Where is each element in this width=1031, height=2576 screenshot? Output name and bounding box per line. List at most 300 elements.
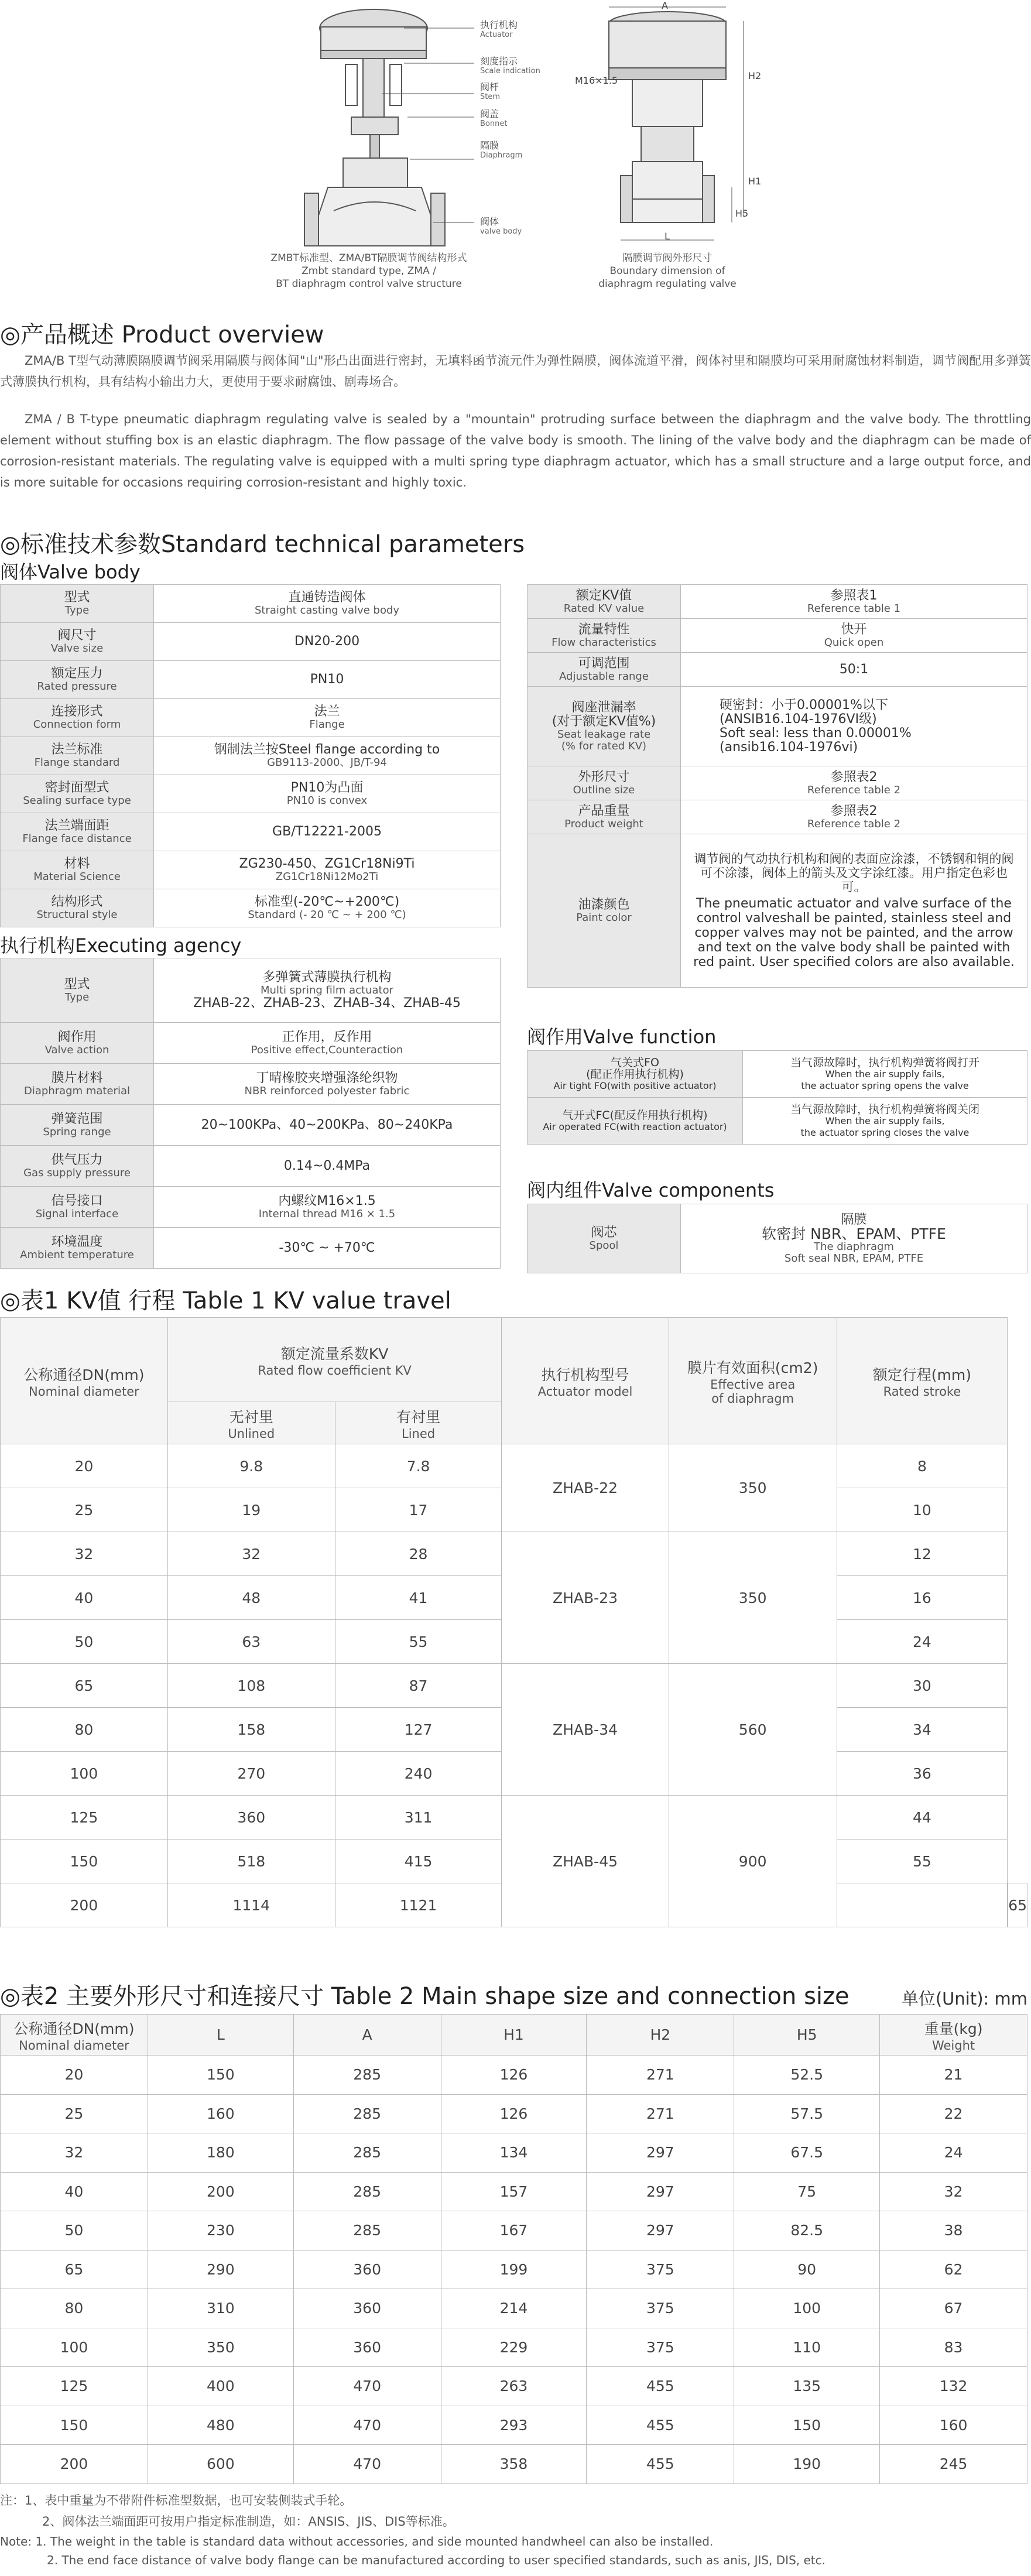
size-row bbox=[1, 2367, 1027, 2406]
size-cell: 350 bbox=[148, 2328, 293, 2367]
kv-head-stroke: 额定行程(mm) Rated stroke bbox=[837, 1318, 1008, 1444]
parameter-row bbox=[528, 585, 1027, 619]
part-scale-label: 刻度指示 Scale indication bbox=[480, 56, 540, 76]
size-cell: 100 bbox=[734, 2289, 880, 2328]
size-cell: 375 bbox=[587, 2250, 734, 2289]
kv-stroke: 16 bbox=[837, 1576, 1008, 1620]
parameter-key-zh: 阀座泄漏率 (对于额定KV值%) bbox=[552, 700, 656, 729]
agency-key-zh: 阀作用 bbox=[57, 1029, 97, 1044]
kv-dn: 100 bbox=[1, 1752, 168, 1796]
note-zh-1: 注：1、表中重量为不带附件标准型数据，也可安装侧装式手轮。 bbox=[0, 2493, 352, 2508]
kv-unlined: 108 bbox=[167, 1664, 335, 1708]
size-cell: 65 bbox=[1, 2250, 148, 2289]
parameter-key-en: Adjustable range bbox=[559, 670, 649, 683]
size-cell: 32 bbox=[880, 2172, 1027, 2211]
valve-body-value-v1: ZG230-450、ZG1Cr18Ni9Ti bbox=[239, 857, 415, 871]
agency-value-v1: 20~100KPa、40~200KPa、80~240KPa bbox=[201, 1117, 453, 1132]
agency-row bbox=[1, 1023, 501, 1064]
valve-body-key bbox=[1, 775, 154, 813]
size-cell: 200 bbox=[1, 2445, 148, 2484]
agency-key-en: Valve action bbox=[44, 1043, 109, 1056]
valve-body-key-zh: 阀尺寸 bbox=[57, 628, 97, 643]
parameter-key bbox=[528, 687, 681, 766]
overview-zh: ZMA/B T型气动薄膜隔膜调节阀采用隔膜与阀体间"山"形凸出面进行密封，无填料函节流元件为弹性隔膜，阀体流道平滑，阀体衬里和隔膜均可采用耐腐蚀材料制造，调节阀配用多弹簧式薄膜执行机构，具有结构小输出力大，更使用于要求耐腐蚀、剧毒场合。 bbox=[0, 354, 1031, 389]
valve-body-key-en: Structural style bbox=[36, 909, 118, 921]
size-head-zh: 重量(kg) bbox=[924, 2020, 983, 2037]
size-cell: 22 bbox=[880, 2094, 1027, 2133]
boundary-drawing bbox=[591, 7, 744, 240]
parameter-key bbox=[528, 766, 681, 800]
size-cell: 90 bbox=[734, 2250, 880, 2289]
kv-lined: 127 bbox=[335, 1708, 502, 1752]
right-figure-caption: 隔膜调节阀外形尺寸 Boundary dimension of diaphragm regulating valve bbox=[598, 252, 737, 290]
agency-key bbox=[1, 1023, 154, 1064]
size-cell: 52.5 bbox=[734, 2056, 880, 2095]
kv-actuator-model-empty bbox=[837, 1883, 1008, 1927]
kv-head-kv: 额定流量系数KV Rated flow coefficient KV bbox=[167, 1318, 502, 1402]
kv-row bbox=[1, 1664, 1027, 1708]
function-value-v3: the actuator spring opens the valve bbox=[801, 1080, 969, 1091]
valve-body-value-v1: GB/T12221-2005 bbox=[272, 824, 382, 839]
paint-color-en-text: The pneumatic actuator and valve surface of the control valveshall be painted, stainless steel and copper valves may not be painted, and the arrow and text on the valve body shall be painted with red paint. User specified colors are also available. bbox=[693, 896, 1015, 970]
kv-lined: 7.8 bbox=[335, 1444, 502, 1488]
agency-key-en: Type bbox=[64, 991, 90, 1003]
valve-body-row bbox=[1, 775, 501, 813]
agency-value-v1: 内螺纹M16×1.5 bbox=[278, 1193, 376, 1208]
parameter-key-zh: 可调范围 bbox=[578, 656, 630, 671]
agency-key-zh: 弹簧范围 bbox=[51, 1111, 103, 1126]
size-cell: 80 bbox=[1, 2289, 148, 2328]
size-head-zh: 公称通径DN(mm) bbox=[13, 2020, 135, 2037]
parameter-row bbox=[528, 653, 1027, 687]
size-cell: 50 bbox=[1, 2211, 148, 2250]
parameter-value bbox=[681, 687, 1027, 766]
size-cell: 110 bbox=[734, 2328, 880, 2367]
size-cell: 21 bbox=[880, 2056, 1027, 2095]
size-cell: 199 bbox=[441, 2250, 587, 2289]
size-cell: 245 bbox=[880, 2445, 1027, 2484]
agency-key-zh: 型式 bbox=[64, 977, 90, 992]
function-row bbox=[528, 1098, 1027, 1145]
agency-value-v2: Multi spring film actuator bbox=[261, 984, 393, 996]
kv-dn: 125 bbox=[1, 1796, 168, 1839]
valve-body-row bbox=[1, 699, 501, 737]
valve-body-key-zh: 结构形式 bbox=[51, 895, 103, 909]
agency-value bbox=[154, 1023, 501, 1064]
valve-body-key-zh: 连接形式 bbox=[51, 704, 103, 719]
agency-value bbox=[154, 1105, 501, 1146]
valve-body-key-en: Flange standard bbox=[34, 756, 120, 769]
parameter-value-v2: Soft seal: less than 0.00001% (ansib16.104-1976vi) bbox=[720, 725, 912, 755]
valve-components-title: 阀内组件Valve components bbox=[527, 1179, 775, 1201]
size-cell: 135 bbox=[734, 2367, 880, 2406]
size-row bbox=[1, 2250, 1027, 2289]
paint-color-value bbox=[681, 834, 1027, 988]
table1-title: ◎表1 KV值 行程 Table 1 KV value travel bbox=[0, 1287, 451, 1314]
valve-body-key bbox=[1, 889, 154, 927]
size-head bbox=[587, 2015, 734, 2056]
size-cell: 190 bbox=[734, 2445, 880, 2484]
parameter-key-en: Product weight bbox=[564, 817, 643, 830]
kv-head-lined: 有衬里 Lined bbox=[335, 1402, 502, 1444]
size-cell: 150 bbox=[734, 2406, 880, 2445]
kv-lined: 87 bbox=[335, 1664, 502, 1708]
kv-actuator-model: ZHAB-34 bbox=[502, 1664, 669, 1796]
parameter-key-zh: 产品重量 bbox=[578, 803, 630, 818]
valve-body-value bbox=[154, 661, 501, 699]
kv-diaphragm-area: 350 bbox=[669, 1444, 837, 1532]
part-actuator-label: 执行机构 Actuator bbox=[480, 19, 518, 39]
table2-title: ◎表2 主要外形尺寸和连接尺寸 Table 2 Main shape size and connection size bbox=[0, 1983, 850, 2010]
size-head-zh: H2 bbox=[650, 2026, 671, 2043]
valve-body-value-v2: Straight casting valve body bbox=[254, 604, 400, 616]
size-cell: 360 bbox=[293, 2250, 441, 2289]
size-cell: 360 bbox=[293, 2289, 441, 2328]
size-cell: 285 bbox=[293, 2172, 441, 2211]
valve-body-value-v2: PN10 is convex bbox=[286, 794, 368, 807]
agency-key-en: Diaphragm material bbox=[24, 1084, 130, 1097]
agency-key bbox=[1, 1187, 154, 1228]
valve-body-key-en: Material Science bbox=[33, 871, 121, 883]
kv-unlined: 9.8 bbox=[167, 1444, 335, 1488]
valve-components-table bbox=[527, 1204, 1027, 1273]
kv-table bbox=[0, 1317, 1027, 1927]
dim-a: A bbox=[662, 0, 668, 11]
size-cell: 290 bbox=[148, 2250, 293, 2289]
kv-lined: 415 bbox=[335, 1839, 502, 1883]
size-cell: 150 bbox=[148, 2056, 293, 2095]
function-key bbox=[528, 1051, 743, 1098]
size-row bbox=[1, 2328, 1027, 2367]
kv-row bbox=[1, 1532, 1027, 1576]
kv-row bbox=[1, 1444, 1027, 1488]
size-cell: 360 bbox=[293, 2328, 441, 2367]
valve-body-key-en: Sealing surface type bbox=[23, 794, 131, 807]
parameter-value-v1: 参照表2 bbox=[830, 769, 878, 785]
executing-agency-table bbox=[0, 958, 501, 1269]
size-cell: 271 bbox=[587, 2094, 734, 2133]
agency-key bbox=[1, 1064, 154, 1105]
parameter-key bbox=[528, 800, 681, 834]
kv-unlined: 32 bbox=[167, 1532, 335, 1576]
size-cell: 62 bbox=[880, 2250, 1027, 2289]
size-cell: 126 bbox=[441, 2056, 587, 2095]
part-bonnet-label: 阀盖 Bonnet bbox=[480, 108, 508, 128]
structure-drawing bbox=[304, 9, 474, 246]
size-cell: 293 bbox=[441, 2406, 587, 2445]
valve-body-key-en: Rated pressure bbox=[37, 680, 117, 693]
size-cell: 200 bbox=[148, 2172, 293, 2211]
kv-lined: 17 bbox=[335, 1488, 502, 1532]
size-cell: 470 bbox=[293, 2406, 441, 2445]
agency-value-v2: Positive effect,Counteraction bbox=[251, 1043, 403, 1056]
function-value-v1: 当气源故障时，执行机构弹簧将阀打开 bbox=[790, 1056, 979, 1069]
kv-dn: 50 bbox=[1, 1620, 168, 1664]
valve-body-value-v2: GB9113-2000、JB/T-94 bbox=[267, 756, 387, 769]
parameter-value bbox=[681, 653, 1027, 687]
components-value: 隔膜 软密封 NBR、EPAM、PTFE The diaphragm Soft seal NBR, EPAM, PTFE bbox=[681, 1204, 1027, 1273]
size-cell: 157 bbox=[441, 2172, 587, 2211]
valve-body-row bbox=[1, 623, 501, 661]
kv-stroke: 8 bbox=[837, 1444, 1008, 1488]
size-head-zh: H5 bbox=[796, 2026, 817, 2043]
valve-body-row bbox=[1, 851, 501, 889]
valve-body-value bbox=[154, 889, 501, 927]
size-row bbox=[1, 2445, 1027, 2484]
valve-function-title: 阀作用Valve function bbox=[527, 1026, 717, 1048]
part-diaphragm-label: 隔膜 Diaphragm bbox=[480, 140, 523, 160]
note-en-1: Note: 1. The weight in the table is standard data without accessories, and side mounted handwheel can also be installed. bbox=[0, 2534, 714, 2548]
parameter-table-right bbox=[527, 584, 1027, 988]
size-table bbox=[0, 2014, 1027, 2484]
function-key-k2: (配正作用执行机构) bbox=[586, 1067, 684, 1081]
size-cell: 214 bbox=[441, 2289, 587, 2328]
valve-body-value-v1: 法兰 bbox=[314, 704, 340, 719]
kv-stroke: 55 bbox=[837, 1839, 1008, 1883]
size-cell: 455 bbox=[587, 2367, 734, 2406]
kv-diaphragm-area: 900 bbox=[669, 1796, 837, 1927]
left-figure-caption: ZMBT标准型、ZMA/BT隔膜调节阀结构形式 Zmbt standard type, ZMA / BT diaphragm control valve structure bbox=[270, 252, 467, 290]
size-cell: 57.5 bbox=[734, 2094, 880, 2133]
kv-head-area: 膜片有效面积(cm2) Effective area of diaphragm bbox=[669, 1318, 837, 1444]
valve-body-value bbox=[154, 851, 501, 889]
agency-value-v1: 正作用，反作用 bbox=[282, 1029, 372, 1044]
valve-body-key bbox=[1, 737, 154, 775]
kv-unlined: 48 bbox=[167, 1576, 335, 1620]
agency-key bbox=[1, 1146, 154, 1187]
valve-body-value-v1: 钢制法兰按Steel flange according to bbox=[214, 742, 440, 757]
kv-dn: 25 bbox=[1, 1488, 168, 1532]
parameter-row bbox=[528, 619, 1027, 653]
size-head bbox=[441, 2015, 587, 2056]
size-cell: 67 bbox=[880, 2289, 1027, 2328]
size-cell: 132 bbox=[880, 2367, 1027, 2406]
kv-unlined: 518 bbox=[167, 1839, 335, 1883]
size-cell: 285 bbox=[293, 2094, 441, 2133]
size-head-zh: L bbox=[216, 2026, 225, 2043]
size-head-zh: A bbox=[362, 2026, 372, 2043]
size-cell: 150 bbox=[1, 2406, 148, 2445]
size-cell: 126 bbox=[441, 2094, 587, 2133]
valve-body-title: 阀体Valve body bbox=[0, 561, 141, 583]
agency-row bbox=[1, 1105, 501, 1146]
size-cell: 297 bbox=[587, 2211, 734, 2250]
size-cell: 470 bbox=[293, 2445, 441, 2484]
agency-key-zh: 供气压力 bbox=[51, 1152, 103, 1167]
size-cell: 400 bbox=[148, 2367, 293, 2406]
size-head-en: Nominal diameter bbox=[19, 2038, 129, 2053]
size-head bbox=[293, 2015, 441, 2056]
size-cell: 180 bbox=[148, 2133, 293, 2173]
kv-lined: 1121 bbox=[335, 1883, 502, 1927]
parameter-row bbox=[528, 800, 1027, 834]
dim-m16: M16×1.5 bbox=[575, 75, 618, 86]
valve-body-value-v1: DN20-200 bbox=[294, 634, 360, 649]
valve-body-key bbox=[1, 851, 154, 889]
size-cell: 263 bbox=[441, 2367, 587, 2406]
agency-key-en: Spring range bbox=[43, 1125, 111, 1138]
function-key-k1: 气关式FO bbox=[611, 1056, 659, 1069]
size-row bbox=[1, 2056, 1027, 2095]
size-cell: 160 bbox=[880, 2406, 1027, 2445]
kv-dn: 200 bbox=[1, 1883, 168, 1927]
kv-dn: 32 bbox=[1, 1532, 168, 1576]
parameter-key-en: Seat leakage rate (% for rated KV) bbox=[557, 728, 651, 752]
agency-key bbox=[1, 1228, 154, 1269]
parameter-key bbox=[528, 653, 681, 687]
parameter-value bbox=[681, 619, 1027, 653]
agency-value-v1: -30℃ ~ +70℃ bbox=[279, 1240, 375, 1255]
size-cell: 83 bbox=[880, 2328, 1027, 2367]
size-cell: 455 bbox=[587, 2445, 734, 2484]
kv-lined: 41 bbox=[335, 1576, 502, 1620]
kv-row bbox=[1, 1796, 1027, 1839]
size-cell: 600 bbox=[148, 2445, 293, 2484]
valve-body-key-en: Flange face distance bbox=[22, 833, 132, 845]
size-cell: 100 bbox=[1, 2328, 148, 2367]
valve-body-row bbox=[1, 661, 501, 699]
agency-value-v2: Internal thread M16 × 1.5 bbox=[258, 1207, 396, 1220]
valve-body-row bbox=[1, 889, 501, 927]
size-cell: 25 bbox=[1, 2094, 148, 2133]
function-key-k1: 气开式FC(配反作用执行机构) bbox=[562, 1108, 708, 1122]
size-cell: 38 bbox=[880, 2211, 1027, 2250]
kv-diaphragm-area: 560 bbox=[669, 1664, 837, 1796]
valve-body-key-zh: 法兰端面距 bbox=[44, 818, 109, 833]
agency-value-v3: ZHAB-22、ZHAB-23、ZHAB-34、ZHAB-45 bbox=[193, 995, 461, 1010]
components-key: 阀芯 Spool bbox=[528, 1204, 681, 1273]
valve-body-key-zh: 型式 bbox=[64, 590, 90, 605]
size-head bbox=[880, 2015, 1027, 2056]
parameter-key bbox=[528, 585, 681, 619]
valve-body-key-zh: 密封面型式 bbox=[44, 780, 109, 795]
parameter-value-v2: Reference table 1 bbox=[807, 602, 901, 615]
agency-value bbox=[154, 1228, 501, 1269]
agency-value bbox=[154, 958, 501, 1023]
function-value bbox=[743, 1098, 1027, 1145]
kv-stroke: 24 bbox=[837, 1620, 1008, 1664]
parameter-value bbox=[681, 800, 1027, 834]
kv-unlined: 360 bbox=[167, 1796, 335, 1839]
part-stem-label: 阀杆 Stem bbox=[480, 81, 501, 101]
kv-stroke: 30 bbox=[837, 1664, 1008, 1708]
function-value-v2: When the air supply fails, bbox=[825, 1115, 945, 1126]
function-key bbox=[528, 1098, 743, 1145]
valve-body-key-zh: 额定压力 bbox=[51, 666, 103, 681]
valve-body-key bbox=[1, 699, 154, 737]
size-row bbox=[1, 2289, 1027, 2328]
parameter-value-v2: Quick open bbox=[824, 636, 884, 649]
size-cell: 24 bbox=[880, 2133, 1027, 2173]
overview-title: ◎产品概述 Product overview bbox=[0, 321, 324, 348]
parameter-key-en: Flow characteristics bbox=[552, 636, 656, 649]
valve-body-key-en: Valve size bbox=[50, 642, 104, 655]
paint-color-zh-text: 调节阀的气动执行机构和阀的表面应涂漆，不锈钢和铜的阀可不涂漆，阀体上的箭头及文字涂红漆。用户指定色彩也可。 bbox=[694, 852, 1014, 894]
size-head-zh: H1 bbox=[503, 2026, 524, 2043]
kv-head-actuator: 执行机构型号 Actuator model bbox=[502, 1318, 669, 1444]
size-cell: 285 bbox=[293, 2211, 441, 2250]
valve-body-value-v2: ZG1Cr18Ni12Mo2Ti bbox=[275, 871, 379, 883]
kv-lined: 55 bbox=[335, 1620, 502, 1664]
valve-body-value-v1: PN10 bbox=[310, 672, 344, 687]
size-cell: 67.5 bbox=[734, 2133, 880, 2173]
size-cell: 271 bbox=[587, 2056, 734, 2095]
agency-value bbox=[154, 1146, 501, 1187]
kv-dn: 40 bbox=[1, 1576, 168, 1620]
agency-value-v2: NBR reinforced polyester fabric bbox=[244, 1084, 410, 1097]
agency-key-zh: 信号接口 bbox=[51, 1193, 103, 1208]
size-cell: 297 bbox=[587, 2133, 734, 2173]
kv-lined: 28 bbox=[335, 1532, 502, 1576]
agency-value-v1: 丁晴橡胶夹增强涤纶织物 bbox=[256, 1070, 398, 1085]
parameter-value bbox=[681, 766, 1027, 800]
function-value-v3: the actuator spring closes the valve bbox=[800, 1126, 970, 1138]
agency-row bbox=[1, 1228, 501, 1269]
kv-lined: 311 bbox=[335, 1796, 502, 1839]
kv-unlined: 158 bbox=[167, 1708, 335, 1752]
size-cell: 480 bbox=[148, 2406, 293, 2445]
kv-unlined: 1114 bbox=[167, 1883, 335, 1927]
size-head bbox=[1, 2015, 148, 2056]
valve-body-table bbox=[0, 584, 501, 927]
size-row bbox=[1, 2172, 1027, 2211]
function-key-k2: Air operated FC(with reaction actuator) bbox=[543, 1121, 727, 1132]
agency-row bbox=[1, 958, 501, 1023]
agency-row bbox=[1, 1064, 501, 1105]
agency-key bbox=[1, 958, 154, 1023]
size-cell: 375 bbox=[587, 2328, 734, 2367]
size-cell: 32 bbox=[1, 2133, 148, 2173]
parameter-key-zh: 流量特性 bbox=[578, 622, 630, 637]
dim-l: L bbox=[665, 231, 670, 242]
size-cell: 20 bbox=[1, 2056, 148, 2095]
agency-value bbox=[154, 1064, 501, 1105]
kv-stroke: 36 bbox=[837, 1752, 1008, 1796]
agency-key-en: Ambient temperature bbox=[20, 1248, 134, 1261]
agency-value-v1: 多弹簧式薄膜执行机构 bbox=[262, 970, 392, 985]
kv-stroke: 12 bbox=[837, 1532, 1008, 1576]
paint-color-row bbox=[528, 834, 1027, 988]
paint-color-key bbox=[528, 834, 681, 988]
parameter-value-v1: 50:1 bbox=[839, 662, 869, 677]
valve-body-value-v2: Flange bbox=[309, 718, 345, 731]
parameter-value-v1: 参照表2 bbox=[830, 803, 878, 818]
valve-body-value-v1: PN10为凸面 bbox=[290, 780, 364, 795]
kv-stroke: 34 bbox=[837, 1708, 1008, 1752]
agency-row bbox=[1, 1187, 501, 1228]
size-cell: 160 bbox=[148, 2094, 293, 2133]
agency-key bbox=[1, 1105, 154, 1146]
size-head bbox=[148, 2015, 293, 2056]
valve-body-value-v1: 直通铸造阀体 bbox=[288, 590, 366, 605]
kv-head-dn: 公称通径DN(mm) Nominal diameter bbox=[1, 1318, 168, 1444]
size-cell: 82.5 bbox=[734, 2211, 880, 2250]
dim-h5: H5 bbox=[735, 208, 749, 219]
function-key-k3: Air tight FO(with positive actuator) bbox=[553, 1080, 717, 1091]
size-head bbox=[734, 2015, 880, 2056]
part-valve-body-label: 阀体 valve body bbox=[480, 216, 522, 236]
parameter-value bbox=[681, 585, 1027, 619]
dim-h2: H2 bbox=[748, 70, 762, 81]
valve-body-row bbox=[1, 585, 501, 623]
parameter-value-v2: Reference table 2 bbox=[807, 783, 901, 796]
note-zh-2: 2、阀体法兰端面距可按用户指定标准制造，如：ANSIS、JIS、DIS等标准。 bbox=[42, 2515, 455, 2529]
size-head-en: Weight bbox=[931, 2038, 975, 2053]
kv-stroke: 10 bbox=[837, 1488, 1008, 1532]
size-cell: 230 bbox=[148, 2211, 293, 2250]
size-row bbox=[1, 2406, 1027, 2445]
valve-body-value bbox=[154, 585, 501, 623]
